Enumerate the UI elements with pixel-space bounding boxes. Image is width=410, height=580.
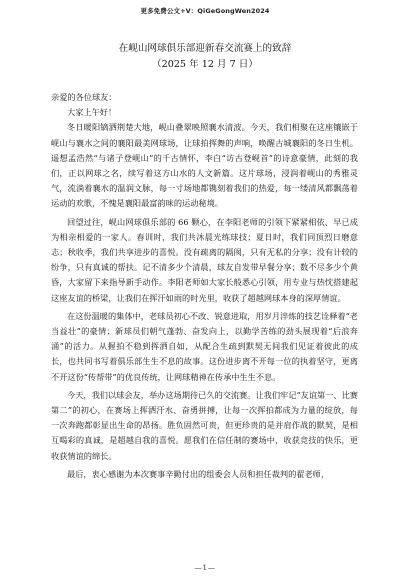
body-paragraph: 今天，我们以球会友，举办这场期待已久的交流赛。让我们牢记“友谊第一、比赛第二”的初心，在赛场上挥洒汗水、奋勇拼搏，让每一次挥拍都成为力量的绽放，每一次奔跑都彰显出生命的昂扬。胜负固然可贵，但更珍贵的是并肩作战的默契，是相互喝彩的真诚，是超越自我的喜悦。愿我们在信任制的赛场中，收获竞技的快乐，更收获情谊的绵长。 [51, 389, 358, 461]
body-paragraph: 回望过往，岘山网球俱乐部的 66 颗心，在李阳老师的引领下紧紧相依、早已成为相亲相爱的一家人。春训时，我们共沐晨光练球技；夏日时，我们同顶烈日磨意志；秋收季，我们共享进步的喜悦。没有疏离的隔阂，只有无私的分享；没有计较的纷争，只有真诚的帮扶。记不清多少个清晨，球友自发带早餐分享；数不尽多少个黄昏，大家留下来指导新手动作。李阳老师如大家长般悉心引领，用专业与热忱搭建起这座友谊的桥梁，让我们在挥汗如雨的时光里，收获了超越网球本身的深厚情谊。 [51, 216, 358, 303]
salutation: 亲爱的各位球友： [51, 92, 117, 102]
body-paragraph: 冬日暖阳镝洒荆楚大地，岘山叠翠映照襄水清波。今天，我们相聚在这座镶嵌于岘山与襄水之间的襄阳最美网球场，让球拍挥舞的声响，唤醒古城襄阳的冬日生机。遥想孟浩然“与诸子登岘山”的千古情怀，李白“访古登岘首”的诗意豪情，此刻的我们，正以网球之名，续写着这方山水的人文新篇。这片球场，浸润着岘山的秀雅灵气，流淌着襄水的温润文脉，每一寸场地都镌刻着我们的热爱，每一缕清风都飘荡着运动的欢歌，不愧是襄阳最富韵味的运动秘境。 [51, 122, 358, 209]
document-title: 在岘山网球俱乐部迎新春交流赛上的致辞 [118, 43, 292, 54]
page-number: —1— [194, 563, 216, 572]
document-body [51, 90, 358, 482]
body-paragraph: 最后，衷心感谢为本次赛事辛勤付出的组委会人员和担任裁判的翟老师， [67, 468, 330, 479]
document-date: （2025 年 12 月 7 日） [152, 59, 258, 70]
body-paragraph: 在这份温暖的集体中，老球员初心不改、锐意进取，用岁月淬炼的技艺诠释着“老当益壮”的豪情；新球员们朝气蓬勃、奋发向上，以勤学苦练的劲头展现着“后浪奔涌”的活力。从握拍不稳到挥洒自如，从配合生疏到默契无间我们见证着彼此的成长，也共同书写着俱乐部生生不息的故事。这份进步离不开每一位的执着坚守，更离不开这份“传帮带”的优良传统，让网球精神在传承中生生不息。 [51, 310, 358, 382]
header-note: 更多免费公文+V：QiGeGongWen2024 [140, 7, 270, 15]
greeting: 大家上午好！ [67, 107, 117, 118]
